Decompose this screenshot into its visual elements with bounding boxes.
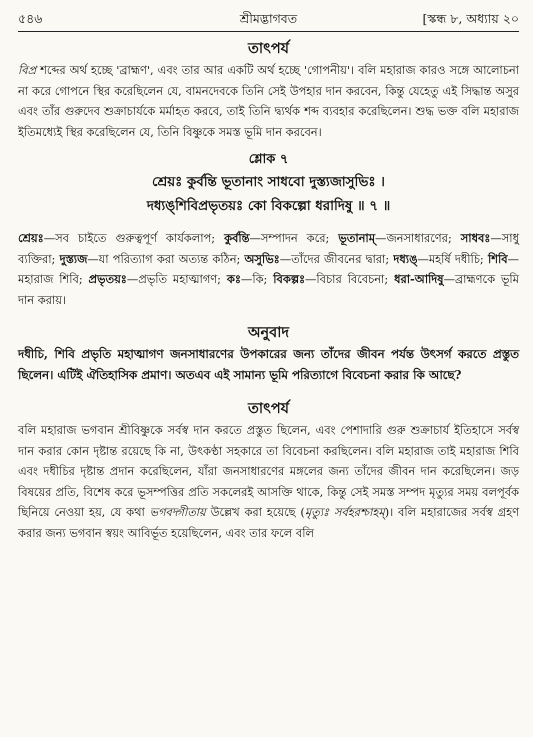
word-synonyms: [18, 228, 519, 310]
purport-lead-word: বিপ্র: [18, 63, 37, 77]
synonym-meaning: —জনসাধারণের;: [375, 231, 461, 245]
verse-line-1: শ্রেয়ঃ কুর্বন্তি ভূতানাং সাধবো দুস্ত্যজাসুভিঃ ।: [152, 174, 385, 190]
synonym-meaning: —ব্রাহ্মণকে ভূমি দান করায়।: [18, 272, 519, 307]
purport-paragraph-2: [18, 420, 519, 543]
synonym-meaning: —সাধু ব্যক্তিরা;: [18, 231, 519, 266]
page-header: [18, 8, 519, 30]
chapter-reference: [স্কন্ধ ৮, অধ্যায় ২০: [422, 11, 519, 26]
scripture-quote: মৃত্যুঃ সর্বহরশ্চাহম্: [304, 505, 385, 519]
synonym-meaning: —মহর্ষি দধীচি;: [417, 251, 488, 266]
header-divider: [18, 31, 519, 32]
purport-text: শব্দের অর্থ হচ্ছে 'ব্রাহ্মণ', এবং তার আর একটি অর্থ হচ্ছে 'গোপনীয়'। বলি মহারাজ কারও সঙ্গে আলোচনা না করে গোপনে স্থির করেছিলেন যে, বামনদেবকে তিনি সেই উপহার দান করবেন, কিন্তু যেহেতু এই সিদ্ধান্ত অসুর এবং তাঁর গুরুদেব শুক্রাচার্যকে মর্মাহত করবে, তাই তিনি দ্ব্যর্থক শব্দ ব্যবহার করেছিলেন। শুদ্ধ ভক্ত বলি মহারাজ ইতিমধ্যেই স্থির করেছিলেন যে, তিনি বিষ্ণুকে সমস্ত ভূমি দান করবেন।: [18, 63, 519, 139]
synonym-word: শ্রেয়ঃ: [18, 231, 44, 245]
scripture-title: ভগবদ্গীতায়: [149, 505, 206, 519]
synonym-meaning: —কি;: [240, 272, 274, 286]
purport-text: বলি মহারাজ ভগবান শ্রীবিষ্ণুকে সর্বস্ব দান করতে প্রস্তুত ছিলেন, এবং পেশাদারি গুরু শুক্রাচার্য ইতিহাসে সর্বস্ব দান করার কোন দৃষ্টান্ত রয়েছে কি না, উৎকণ্ঠা সহকারে তা বিবেচনা করছিলেন। বলি মহারাজ তাই মহারাজ শিবি এবং দধীচির দৃষ্টান্ত প্রদান করেছিলেন, যাঁরা জনসাধারণের মঙ্গলের জন্য তাঁদের জীবন দান করেছিলেন। জড় বিষয়ের প্রতি, বিশেষ করে ভূসম্পত্তির প্রতি সকলেরই আসক্তি থাকে, কিন্তু সেই সমস্ত সম্পদ মৃত্যুর সময় বলপূর্বক ছিনিয়ে নেওয়া হয়, যে কথা: [18, 423, 519, 519]
spacer: [18, 386, 519, 396]
purport-heading: তাৎপর্য: [247, 40, 290, 57]
purport-text: উল্লেখ করা হয়েছে (: [205, 505, 305, 519]
spacer: [18, 310, 519, 320]
purport-text: )। বলি মহারাজের সর্বস্ব গ্রহণ করার জন্য ভগবান স্বয়ং আবির্ভূত হয়েছিলেন, এবং তার ফলে বলি: [18, 505, 520, 540]
page-number: ৫৪৬: [18, 11, 43, 26]
synonym-meaning: —সম্পাদন করে;: [249, 231, 339, 245]
synonym-meaning: —তাঁদের জীবনের দ্বারা;: [279, 251, 394, 266]
purport-paragraph: [18, 60, 519, 142]
synonym-word: সাধবঃ: [460, 231, 491, 245]
synonym-word: অসুভিঃ: [244, 251, 280, 266]
synonym-word: শিবি: [487, 251, 508, 266]
purport-heading-2: তাৎপর্য: [247, 400, 290, 417]
synonym-word: প্রভৃতয়ঃ: [88, 272, 127, 286]
synonym-meaning: —প্রভৃতি মহাত্মাগণ;: [126, 272, 227, 286]
synonym-meaning: —সব চাইতে গুরুত্বপূর্ণ কার্যকলাপ;: [43, 231, 225, 245]
translation-text: দধীচি, শিবি প্রভৃতি মহাত্মাগণ জনসাধারণের উপকারের জন্য তাঁদের জীবন পর্যন্ত উৎসর্গ করতে প্রস্তুত ছিলেন। এটিই ঐতিহাসিক প্রমাণ। অতএব এই সামান্য ভূমি পরিত্যাগে বিবেচনা করার কি আছে?: [18, 347, 519, 382]
synonym-word: দধ্যঙ্: [393, 251, 418, 266]
synonym-word: বিকল্পঃ: [273, 272, 306, 286]
synonym-word: দুস্ত্যজ: [59, 251, 88, 266]
synonym-word: ভূতানাম্: [338, 231, 376, 245]
synonym-word: কুর্বন্তি: [224, 231, 250, 245]
synonym-meaning: —বিচার বিবেচনা;: [305, 272, 395, 286]
verse-number: শ্লোক ৭: [248, 152, 289, 167]
verse-line-2: দধ্যঙ্‌শিবিপ্রভৃতয়ঃ কো বিকল্পো ধরাদিষু ॥ ৭ ॥: [146, 198, 391, 214]
synonym-word: ধরা-আদিষু: [394, 272, 444, 286]
synonym-word: কঃ: [226, 272, 241, 286]
book-title: শ্রীমদ্ভাগবত: [239, 11, 298, 26]
translation-heading: অনুবাদ: [247, 324, 290, 341]
synonym-meaning: —মহারাজ শিবি;: [18, 251, 519, 286]
synonym-meaning: —যা পরিত্যাগ করা অত্যন্ত কঠিন;: [87, 251, 245, 266]
